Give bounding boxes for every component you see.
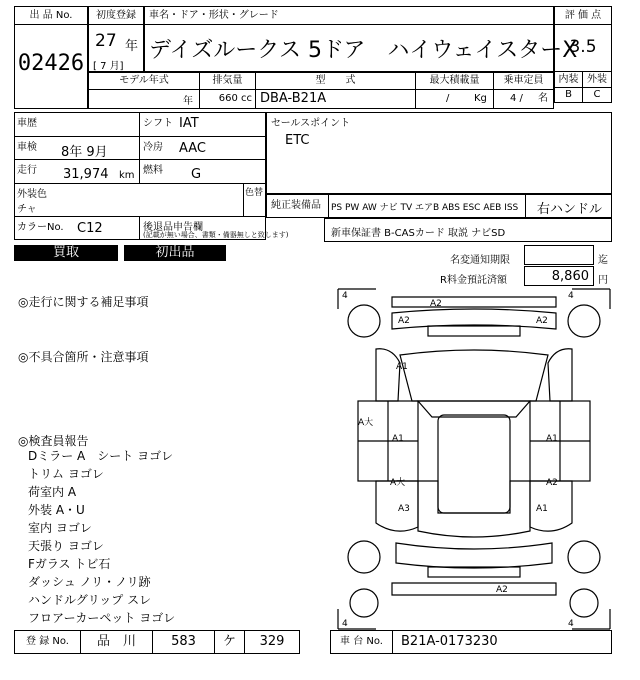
ac-value: AAC	[179, 141, 206, 156]
fuel-value: G	[191, 167, 202, 182]
handle-value: 右ハンドル	[537, 202, 603, 217]
tire-bottom-left	[350, 589, 378, 617]
name-change-unit: 迄	[598, 255, 608, 266]
warranty-box	[324, 218, 612, 242]
recycle-amount: 8,860	[551, 269, 589, 284]
car-name-box	[144, 6, 578, 72]
ext-color-value: チャ	[17, 204, 37, 215]
capacity-value: /	[446, 93, 450, 104]
equipment-box	[266, 194, 612, 218]
tire-mark-rr: 4	[568, 619, 574, 629]
first-reg-box	[88, 6, 144, 72]
seats-value-box	[493, 90, 553, 108]
report-line: フロアーカーペット ヨゴレ	[28, 611, 176, 625]
report-line: 室内 ヨゴレ	[28, 521, 92, 535]
rear-roof	[418, 481, 530, 537]
ac-label: 冷房	[143, 142, 163, 153]
rear-hatch	[396, 543, 552, 568]
interior-grade: B	[555, 87, 583, 102]
inspection-label: 車検	[17, 142, 37, 153]
capacity-unit: Kg	[474, 93, 487, 104]
mark-fender-left: A1	[396, 362, 408, 372]
history-label: 車歴	[17, 118, 37, 129]
spec-table	[88, 72, 554, 109]
sales-point-box	[266, 112, 612, 194]
tire-rear-right	[568, 541, 600, 573]
car-damage-diagram	[336, 287, 612, 631]
cabin	[438, 415, 510, 513]
reg-label: 登 録 No.	[15, 631, 81, 653]
lot-box	[14, 6, 88, 109]
mileage-unit: km	[119, 170, 135, 181]
name-change-label: 名変通知期限	[450, 255, 510, 266]
model-label: 車名・ドア・形状・グレード	[145, 7, 553, 25]
inspector-lines	[28, 447, 175, 627]
warranty-value: 新車保証書 B-CASカード 取説 ナビSD	[331, 228, 506, 239]
interior-label: 内装	[555, 71, 583, 87]
first-reg-label: 初度登録	[89, 7, 143, 25]
rating-value: 3.5	[569, 37, 597, 57]
tire-mark-rl: 4	[342, 619, 348, 629]
rear-bumper	[392, 583, 556, 595]
right-front-fender	[548, 349, 572, 401]
diagram-labels	[342, 291, 574, 629]
mark-hood-left: A2	[398, 316, 410, 326]
mark-quarter-right: A2	[546, 478, 558, 488]
exterior-label: 外装	[583, 71, 611, 87]
fuel-label: 燃料	[143, 165, 163, 176]
mark-rear-left: A3	[398, 504, 410, 514]
tire-rear-left	[348, 541, 380, 573]
divider	[525, 195, 526, 217]
name-change-box	[524, 245, 594, 265]
buy-bar: 買取	[14, 245, 118, 261]
corner-bracket	[572, 609, 610, 629]
aftermarket-label: 後退品申告欄	[143, 222, 203, 233]
details-table	[14, 112, 289, 240]
seats-label: 乗車定員	[493, 73, 553, 90]
rating-label: 評 価 点	[555, 7, 611, 25]
mark-hood-right: A2	[536, 316, 548, 326]
report-line: トリム ヨゴレ	[28, 467, 104, 481]
roof-front	[400, 350, 548, 401]
seats-value: 4 /	[510, 93, 523, 104]
exterior-grade: C	[583, 87, 611, 102]
reg-number: 329	[259, 634, 285, 649]
reg-region: 品 川	[81, 631, 153, 653]
divider	[139, 216, 140, 239]
front-bumper	[392, 297, 556, 307]
capacity-label: 最大積載量	[415, 73, 493, 90]
chassis-table	[330, 630, 612, 654]
model-year-unit: 年	[183, 96, 193, 107]
divider	[15, 216, 265, 217]
sales-point-value: ETC	[285, 133, 310, 148]
reg-class: 583	[153, 631, 215, 653]
recycle-box	[524, 266, 594, 286]
divider	[15, 183, 265, 184]
divider	[243, 183, 244, 216]
type-label: 型 式	[255, 73, 415, 90]
model-year-label: モデル年式	[89, 73, 199, 90]
equipment-label: 純正装備品	[267, 195, 329, 217]
shift-value: IAT	[179, 116, 199, 131]
tire-mark-fl: 4	[342, 291, 348, 301]
mileage-value: 31,974	[63, 167, 109, 182]
rating-box	[554, 6, 612, 103]
report-line: 天張り ヨゴレ	[28, 539, 104, 553]
tire-front-left	[348, 305, 380, 337]
report-line: 外装 A・U	[28, 503, 85, 517]
equipment-value: PS PW AW ナビ TV エアB ABS ESC AEB ISS	[331, 203, 519, 213]
divider	[139, 113, 140, 183]
reg-kana: ケ	[215, 631, 245, 653]
lot-number: 02426	[17, 51, 85, 76]
chassis-number: B21A-0173230	[401, 634, 498, 649]
divider	[15, 159, 265, 160]
defect-label: ◎不具合箇所・注意事項	[18, 350, 149, 364]
report-line: ダッシュ ノリ・ノリ跡	[28, 575, 151, 589]
displacement-value: 660 cc	[199, 90, 255, 108]
inspector-label: ◎検査員報告	[18, 434, 89, 448]
recycle-unit: 円	[598, 275, 608, 286]
driving-label: ◎走行に関する補足事項	[18, 295, 149, 309]
grille	[428, 326, 520, 336]
divider	[15, 136, 265, 137]
registration-table	[14, 630, 300, 654]
reg-year: 27	[95, 31, 117, 51]
displacement-label: 排気量	[199, 73, 255, 90]
left-rear-quarter	[376, 481, 418, 531]
color-no-label: カラーNo.	[17, 222, 64, 233]
mark-rear-right: A1	[536, 504, 548, 514]
color-no-value: C12	[77, 221, 103, 236]
type-value: DBA-B21A	[255, 90, 415, 108]
report-line: ハンドルグリップ スレ	[28, 593, 152, 607]
inspection-value: 8年 9月	[61, 145, 108, 160]
mark-door-right: A1	[546, 434, 558, 444]
report-line: Fガラス トビ石	[28, 557, 111, 571]
mark-rear-bumper: A2	[496, 585, 508, 595]
sales-point-label: セールスポイント	[271, 118, 351, 129]
report-line: Dミラー A シート ヨゴレ	[28, 449, 174, 463]
lot-label: 出 品 No.	[15, 7, 87, 25]
color-change-label: 色替	[245, 188, 264, 198]
tire-mark-fr: 4	[568, 291, 574, 301]
report-line: 荷室内 A	[28, 485, 77, 499]
first-listing-bar: 初出品	[124, 245, 226, 261]
mark-body-left-top: A大	[358, 418, 374, 428]
seats-unit: 名	[538, 93, 548, 104]
car-name: デイズルークス 5ドア ハイウェイスターX	[149, 38, 578, 63]
aftermarket-note: (記載が無い場合、書類・備器無しと致します)	[143, 231, 289, 239]
tire-bottom-right	[570, 589, 598, 617]
left-front-fender	[376, 349, 400, 401]
shift-label: シフト	[143, 118, 173, 129]
tire-front-right	[568, 305, 600, 337]
mark-front-bumper: A2	[430, 299, 442, 309]
mark-door-left: A1	[392, 434, 404, 444]
mark-cabin-rear: A大	[390, 478, 406, 488]
capacity-value-box	[415, 90, 493, 108]
mileage-label: 走行	[17, 165, 37, 176]
chassis-label: 車 台 No.	[331, 631, 393, 653]
reg-year-unit: 年	[125, 39, 139, 54]
reg-month: [ 7 月]	[93, 61, 124, 72]
recycle-label: R料金預託済額	[440, 275, 507, 286]
ext-color-label: 外装色	[17, 189, 47, 200]
